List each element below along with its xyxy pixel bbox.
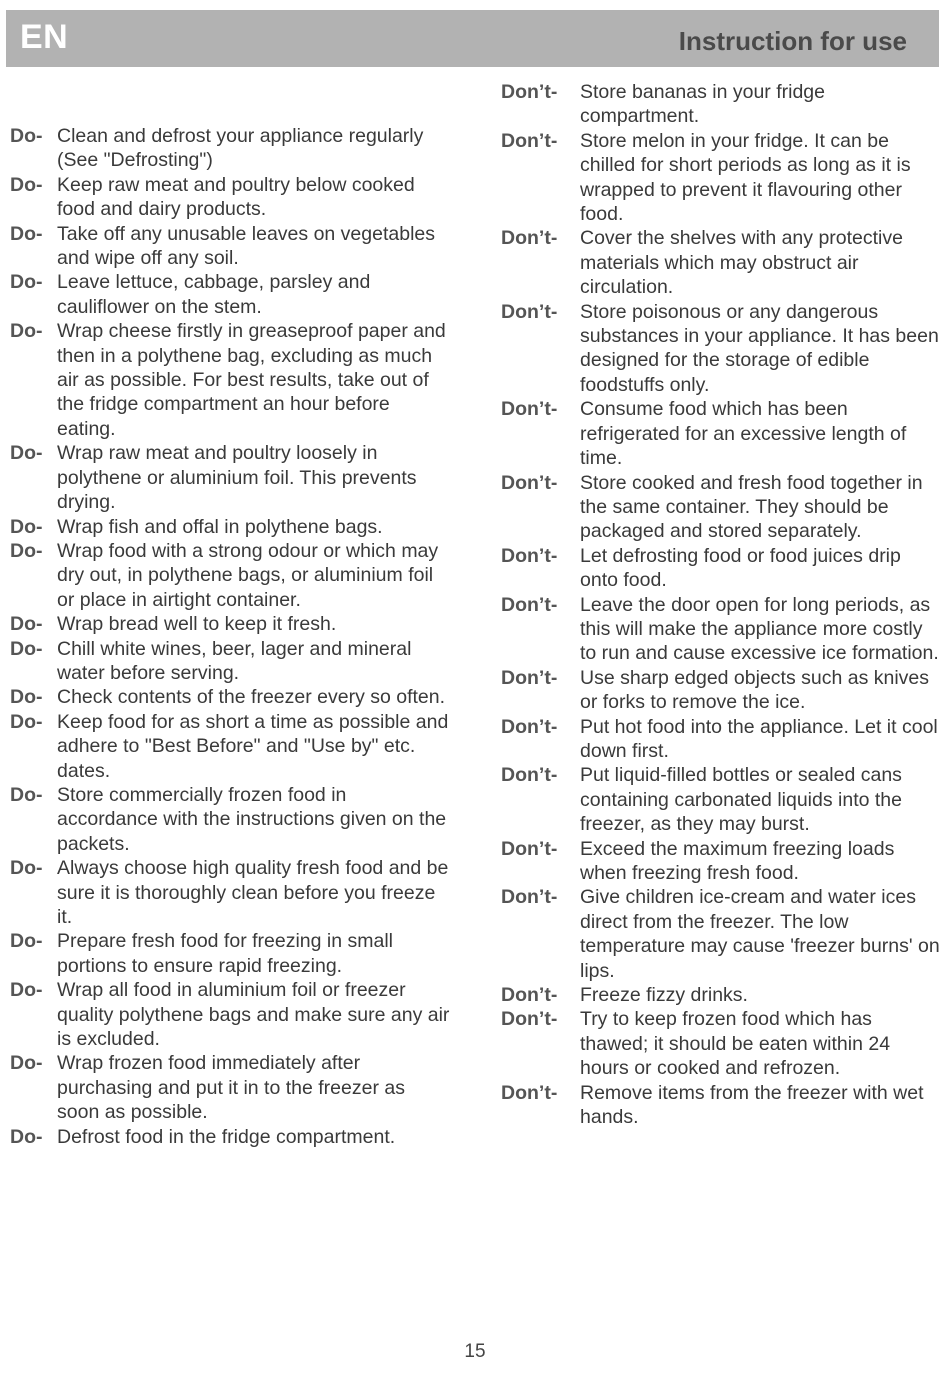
item-label: Don’t- (501, 471, 558, 494)
item-text: Check contents of the freezer every so often. (57, 686, 446, 709)
item-label: Do- (10, 539, 43, 562)
item-label: Don’t- (501, 886, 558, 909)
do-item (10, 978, 450, 1051)
item-text: Put liquid-filled bottles or sealed cans containing carbonated liquids into the freezer, as they may burst. (580, 764, 902, 836)
item-label: Don’t- (501, 227, 558, 250)
item-label: Do- (10, 442, 43, 465)
item-label: Don’t- (501, 544, 558, 567)
item-text: Store poisonous or any dangerous substances in your appliance. It has been designed for the storage of edible foodstuffs only. (580, 300, 939, 396)
item-text: Wrap frozen food immediately after purchasing and put it in to the freezer as soon as possible. (57, 1052, 405, 1124)
do-item (10, 856, 450, 929)
item-text: Exceed the maximum freezing loads when freezing fresh food. (580, 837, 895, 884)
do-item (10, 270, 450, 319)
dont-item (501, 763, 941, 836)
dont-item (501, 983, 941, 1007)
do-item (10, 515, 450, 539)
item-label: Do- (10, 783, 43, 806)
item-text: Prepare fresh food for freezing in small portions to ensure rapid freezing. (57, 930, 393, 977)
item-text: Wrap food with a strong odour or which may dry out, in polythene bags, or aluminium foil or place in airtight container. (57, 539, 439, 611)
item-text: Wrap fish and offal in polythene bags. (57, 515, 383, 538)
page-title: Instruction for use (678, 26, 907, 56)
item-label: Do- (10, 271, 43, 294)
dont-item (501, 300, 941, 398)
do-item (10, 173, 450, 222)
do-item (10, 612, 450, 636)
do-item (10, 319, 450, 441)
item-label: Don’t- (501, 764, 558, 787)
item-label: Do- (10, 173, 43, 196)
item-label: Don’t- (501, 1008, 558, 1031)
item-text: Wrap raw meat and poultry loosely in polythene or aluminium foil. This prevents drying. (57, 442, 417, 514)
item-text: Store bananas in your fridge compartment. (580, 81, 825, 128)
item-text: Keep raw meat and poultry below cooked food and dairy products. (57, 173, 415, 221)
do-item (10, 783, 450, 856)
item-label: Do- (10, 222, 43, 245)
dont-item (501, 80, 941, 129)
item-label: Do- (10, 125, 43, 147)
dont-item (501, 544, 941, 593)
dont-item (501, 1007, 941, 1080)
item-text: Give children ice-cream and water ices direct from the freezer. The low temperature may cause 'freezer burns' on lips. (580, 886, 940, 982)
item-text: Remove items from the freezer with wet hands. (580, 1081, 924, 1129)
item-label: Don’t- (501, 715, 558, 738)
item-text: Use sharp edged objects such as knives or forks to remove the ice. (580, 666, 930, 714)
item-text: Put hot food into the appliance. Let it cool down first. (580, 715, 938, 762)
item-text: Clean and defrost your appliance regularly (See "Defrosting") (57, 125, 424, 172)
header-bar (6, 10, 939, 67)
item-label: Don’t- (501, 1081, 558, 1104)
item-label: Do- (10, 979, 43, 1002)
item-text: Wrap cheese firstly in greaseproof paper and then in a polythene bag, excluding as much air as possible. For best results, take out of the fridge compartment an hour before eating. (57, 320, 446, 440)
item-text: Defrost food in the fridge compartment. (57, 1125, 396, 1148)
item-label: Do- (10, 1052, 43, 1075)
item-text: Try to keep frozen food which has thawed; it should be eaten within 24 hours or cooked and refrozen. (580, 1008, 891, 1080)
do-item (10, 441, 450, 514)
item-label: Don’t- (501, 81, 558, 103)
item-label: Do- (10, 1125, 43, 1148)
dont-item (501, 471, 941, 544)
item-label: Don’t- (501, 666, 558, 689)
page-number: 15 (464, 1341, 486, 1362)
item-label: Don’t- (501, 300, 558, 323)
item-text: Always choose high quality fresh food and be sure it is thoroughly clean before you freeze it. (57, 857, 449, 928)
item-text: Freeze fizzy drinks. (580, 984, 748, 1007)
dont-item (501, 666, 941, 715)
item-text: Store melon in your fridge. It can be chilled for short periods as long as it is wrapped to prevent it flavouring other food. (580, 129, 911, 226)
dont-list (501, 80, 941, 1129)
item-label: Don’t- (501, 837, 558, 860)
item-label: Do- (10, 637, 43, 660)
dont-item (501, 837, 941, 886)
item-text: Wrap all food in aluminium foil or freezer quality polythene bags and make sure any air is excluded. (57, 979, 450, 1051)
do-item (10, 1051, 450, 1124)
do-item (10, 124, 450, 173)
item-label: Don’t- (501, 398, 558, 421)
item-label: Do- (10, 710, 43, 733)
language-code: EN (20, 18, 69, 56)
item-text: Keep food for as short a time as possible and adhere to "Best Before" and "Use by" etc. dates. (57, 710, 449, 782)
item-text: Store cooked and fresh food together in the same container. They should be packaged and stored separately. (580, 471, 923, 543)
item-text: Consume food which has been refrigerated for an excessive length of time. (580, 398, 907, 470)
dont-item (501, 885, 941, 983)
item-text: Cover the shelves with any protective materials which may obstruct air circulation. (580, 227, 903, 299)
do-item (10, 929, 450, 978)
item-label: Don’t- (501, 984, 558, 1007)
item-label: Do- (10, 613, 43, 636)
do-item (10, 637, 450, 686)
item-text: Leave the door open for long periods, as this will make the appliance more costly to run and cause excessive ice formation. (580, 593, 939, 665)
item-label: Do- (10, 686, 43, 709)
item-label: Don’t- (501, 593, 558, 616)
do-item (10, 1125, 450, 1149)
item-text: Store commercially frozen food in accordance with the instructions given on the packets. (57, 783, 447, 855)
item-text: Leave lettuce, cabbage, parsley and cauliflower on the stem. (57, 271, 371, 318)
item-label: Do- (10, 320, 43, 343)
item-label: Do- (10, 515, 43, 538)
item-label: Do- (10, 930, 43, 953)
do-list (10, 124, 450, 1149)
item-text: Take off any unusable leaves on vegetables and wipe off any soil. (57, 222, 435, 270)
item-text: Chill white wines, beer, lager and mineral water before serving. (57, 637, 412, 684)
do-item (10, 222, 450, 271)
dont-item (501, 1081, 941, 1130)
dont-item (501, 593, 941, 666)
dont-item (501, 715, 941, 764)
do-item (10, 539, 450, 612)
do-item (10, 685, 450, 709)
item-text: Let defrosting food or food juices drip onto food. (580, 544, 901, 592)
dont-item (501, 397, 941, 470)
do-item (10, 710, 450, 783)
dont-item (501, 226, 941, 299)
dont-item (501, 129, 941, 227)
item-label: Do- (10, 857, 43, 880)
item-text: Wrap bread well to keep it fresh. (57, 613, 337, 636)
item-label: Don’t- (501, 129, 558, 152)
